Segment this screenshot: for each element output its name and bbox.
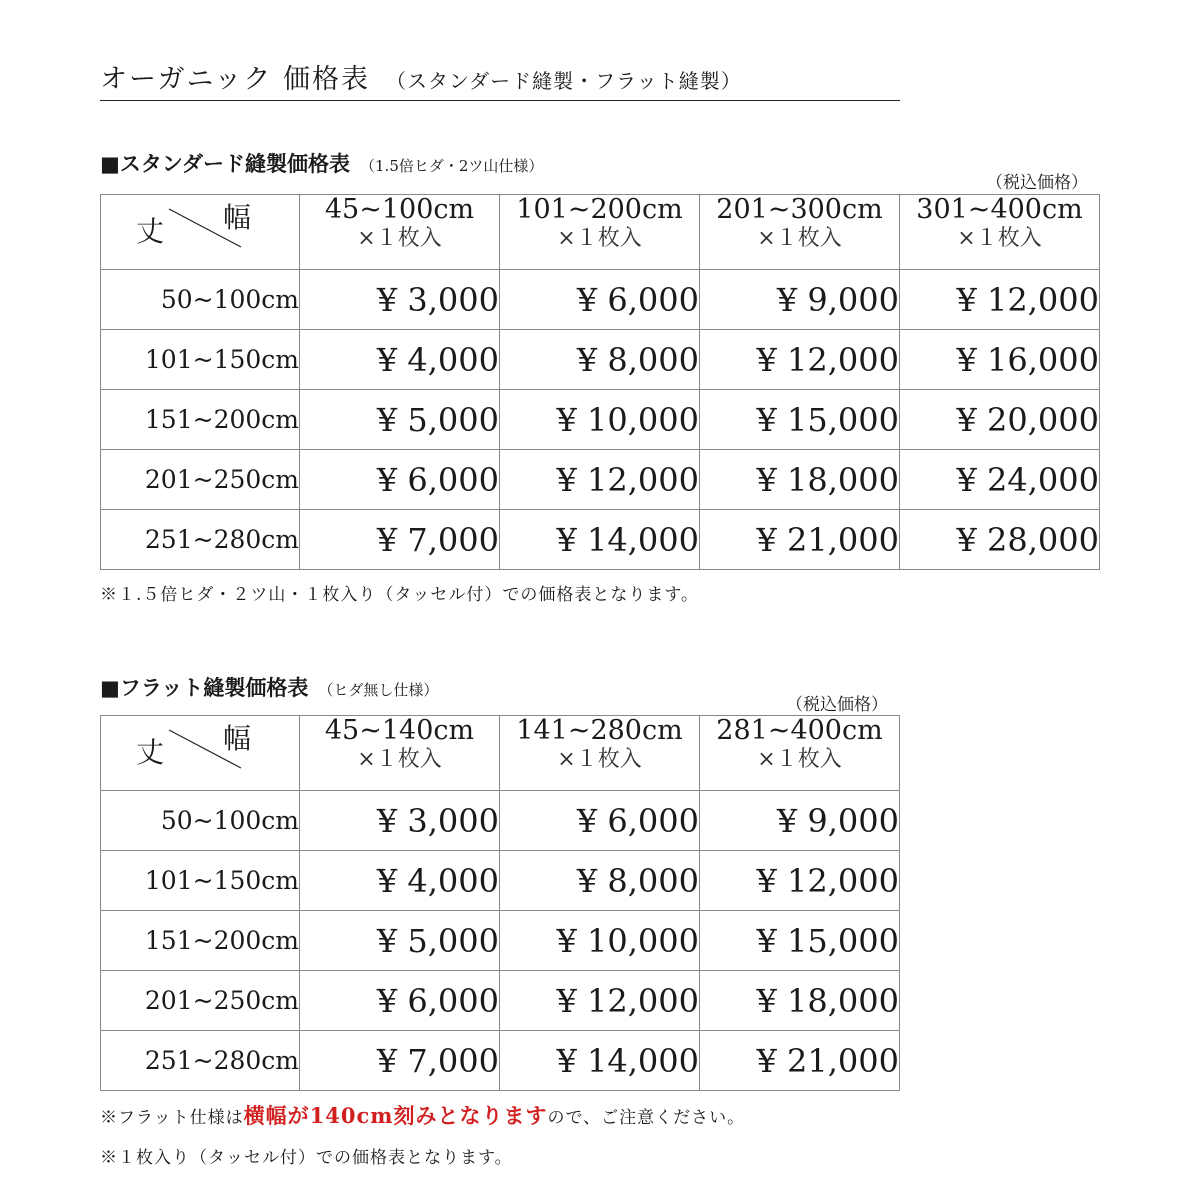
price-cell: ¥ 28,000 (900, 510, 1100, 570)
flat-tax-note: （税込価格） (786, 695, 888, 715)
row-length: 101~150cm (101, 330, 300, 390)
flat-price-table (100, 715, 900, 1091)
flat-note-1-highlight: 横幅が140cm刻みとなります (243, 1103, 548, 1128)
price-cell: ¥ 12,000 (700, 330, 900, 390)
price-cell: ¥ 6,000 (500, 270, 700, 330)
width-label: 幅 (223, 722, 252, 755)
col-qty: ×１枚入 (557, 747, 642, 772)
col-range: 201~300cm (716, 194, 883, 225)
price-cell: ¥ 3,000 (300, 270, 500, 330)
table-row (101, 851, 900, 911)
col-qty: ×１枚入 (757, 226, 842, 251)
table-row (101, 911, 900, 971)
row-length: 101~150cm (101, 851, 300, 911)
price-cell: ¥ 21,000 (700, 1031, 900, 1091)
row-length: 151~200cm (101, 911, 300, 971)
col-range: 301~400cm (916, 194, 1083, 225)
price-cell: ¥ 7,000 (300, 1031, 500, 1091)
flat-note-2: ※１枚入り（タッセル付）での価格表となります。 (100, 1148, 513, 1168)
flat-note-1-after: ので、ご注意ください。 (547, 1108, 746, 1128)
table-row (101, 330, 1100, 390)
col-range: 281~400cm (716, 715, 883, 746)
standard-col-4 (900, 195, 1100, 270)
standard-note: ※１.５倍ヒダ・２ツ山・１枚入り（タッセル付）での価格表となります。 (100, 585, 700, 605)
row-length: 251~280cm (101, 1031, 300, 1091)
price-cell: ¥ 7,000 (300, 510, 500, 570)
table-row (101, 1031, 900, 1091)
standard-col-1 (300, 195, 500, 270)
price-cell: ¥ 10,000 (500, 390, 700, 450)
flat-col-2 (500, 716, 700, 791)
standard-col-2 (500, 195, 700, 270)
row-length: 201~250cm (101, 971, 300, 1031)
col-range: 101~200cm (516, 194, 683, 225)
price-cell: ¥ 5,000 (300, 911, 500, 971)
col-range: 141~280cm (516, 715, 683, 746)
price-cell: ¥ 4,000 (300, 851, 500, 911)
price-cell: ¥ 12,000 (700, 851, 900, 911)
price-cell: ¥ 12,000 (500, 450, 700, 510)
table-row (101, 971, 900, 1031)
col-qty: ×１枚入 (557, 226, 642, 251)
page-title (100, 62, 900, 101)
row-length: 201~250cm (101, 450, 300, 510)
table-row (101, 270, 1100, 330)
standard-section-heading (100, 150, 543, 180)
table-row (101, 450, 1100, 510)
price-cell: ¥ 8,000 (500, 851, 700, 911)
col-qty: ×１枚入 (957, 226, 1042, 251)
flat-note-1 (100, 1100, 745, 1130)
price-cell: ¥ 5,000 (300, 390, 500, 450)
standard-heading-label: ■スタンダード縫製価格表 (100, 151, 351, 176)
price-cell: ¥ 6,000 (300, 971, 500, 1031)
price-cell: ¥ 8,000 (500, 330, 700, 390)
price-cell: ¥ 9,000 (700, 270, 900, 330)
flat-col-3 (700, 716, 900, 791)
standard-header-row (101, 195, 1100, 270)
col-range: 45~140cm (324, 715, 475, 746)
price-cell: ¥ 16,000 (900, 330, 1100, 390)
page-title-sub: （スタンダード縫製・フラット縫製） (385, 69, 742, 93)
table-row (101, 510, 1100, 570)
price-cell: ¥ 9,000 (700, 791, 900, 851)
price-cell: ¥ 14,000 (500, 510, 700, 570)
table-row (101, 390, 1100, 450)
width-label: 幅 (223, 201, 252, 234)
page-title-main: オーガニック 価格表 (100, 64, 370, 95)
length-label: 丈 (136, 215, 165, 248)
flat-heading-label: ■フラット縫製価格表 (100, 675, 309, 700)
row-length: 50~100cm (101, 791, 300, 851)
flat-header-row (101, 716, 900, 791)
price-cell: ¥ 15,000 (700, 390, 900, 450)
price-cell: ¥ 12,000 (900, 270, 1100, 330)
col-qty: ×１枚入 (757, 747, 842, 772)
flat-heading-sub: （ヒダ無し仕様） (318, 681, 439, 699)
diagonal-line-icon (101, 195, 299, 269)
price-cell: ¥ 14,000 (500, 1031, 700, 1091)
standard-col-3 (700, 195, 900, 270)
price-cell: ¥ 6,000 (300, 450, 500, 510)
price-cell: ¥ 10,000 (500, 911, 700, 971)
flat-section-heading (100, 674, 438, 704)
price-cell: ¥ 24,000 (900, 450, 1100, 510)
price-cell: ¥ 12,000 (500, 971, 700, 1031)
length-label: 丈 (136, 736, 165, 769)
price-cell: ¥ 18,000 (700, 450, 900, 510)
col-qty: ×１枚入 (357, 747, 442, 772)
price-cell: ¥ 20,000 (900, 390, 1100, 450)
row-length: 251~280cm (101, 510, 300, 570)
price-cell: ¥ 3,000 (300, 791, 500, 851)
flat-note-1-before: ※フラット仕様は (100, 1108, 244, 1128)
diagonal-line-icon (101, 716, 299, 790)
price-cell: ¥ 21,000 (700, 510, 900, 570)
price-cell: ¥ 6,000 (500, 791, 700, 851)
col-range: 45~100cm (324, 194, 475, 225)
price-cell: ¥ 18,000 (700, 971, 900, 1031)
price-cell: ¥ 4,000 (300, 330, 500, 390)
row-length: 50~100cm (101, 270, 300, 330)
price-cell: ¥ 15,000 (700, 911, 900, 971)
col-qty: ×１枚入 (357, 226, 442, 251)
standard-heading-sub: （1.5倍ヒダ・2ツ山仕様） (360, 157, 544, 175)
standard-tax-note: （税込価格） (986, 173, 1088, 193)
row-length: 151~200cm (101, 390, 300, 450)
table-row (101, 791, 900, 851)
standard-price-table (100, 194, 1100, 570)
flat-corner-cell (101, 716, 300, 791)
flat-col-1 (300, 716, 500, 791)
standard-corner-cell (101, 195, 300, 270)
